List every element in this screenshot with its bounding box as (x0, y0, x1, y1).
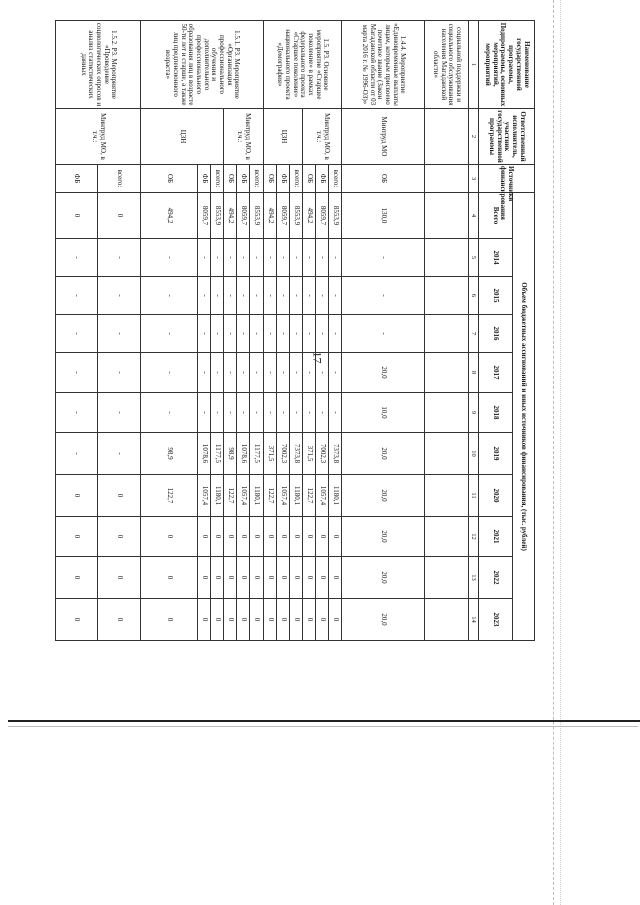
source-cell: ФБ (198, 165, 211, 193)
value-cell: - (263, 393, 276, 433)
value-cell: - (302, 393, 315, 433)
value-cell: 0 (250, 557, 263, 599)
value-cell: - (302, 277, 315, 315)
source-cell: всего: (97, 165, 141, 193)
value-cell: - (316, 393, 329, 433)
value-cell: 98,9 (141, 433, 198, 475)
value-cell: - (198, 315, 211, 353)
column-number: 14 (469, 599, 479, 641)
source-cell: всего: (211, 165, 224, 193)
value-cell: 0 (56, 599, 98, 641)
value-cell: - (198, 239, 211, 277)
program-name-cell: 1.5. Р3. Основное мероприятие «Старшее поколение» в рамках федерального проекта «Старшее поколение» национального проекта «Демография» (263, 21, 342, 109)
value-cell: 0 (237, 599, 250, 641)
value-cell: 0 (276, 557, 289, 599)
source-cell: ОБ (141, 165, 198, 193)
source-cell: ФБ (316, 165, 329, 193)
value-cell: - (211, 353, 224, 393)
value-cell: 20,0 (342, 433, 425, 475)
executor-cell: Минтруд МО (342, 109, 425, 165)
value-cell: - (289, 393, 302, 433)
program-name-cell: 1.4.4. Мероприятие «Единовременные выплаты лицам, которым присвоено почетное звание (Закон Магаданской области от 03 марта 2016 г. № 1996-ОЗ)» (342, 21, 425, 109)
value-cell: - (141, 353, 198, 393)
source-cell: ОБ (224, 165, 237, 193)
value-cell: - (97, 393, 141, 433)
value-cell: 0 (198, 557, 211, 599)
column-number: 6 (469, 277, 479, 315)
value-cell: - (56, 315, 98, 353)
source-cell: ОБ (302, 165, 315, 193)
value-cell: - (276, 393, 289, 433)
program-name-cell: 1.5.1. Р3. Мероприятие «Организация профессионального обучения и дополнительного профессионального образования лиц в возрасте 50-ти лет и старше, а также лиц предпенсионного возраста» (141, 21, 263, 109)
column-number: 9 (469, 393, 479, 433)
value-cell: - (141, 315, 198, 353)
table-row (425, 21, 469, 641)
column-number: 7 (469, 315, 479, 353)
table-row (289, 21, 302, 641)
value-cell: 1180,1 (211, 475, 224, 517)
value-cell: - (97, 315, 141, 353)
value-cell: - (97, 277, 141, 315)
header-year: 2023 (479, 599, 513, 641)
value-cell: 0 (237, 557, 250, 599)
source-cell: ФБ (237, 165, 250, 193)
value-cell: 0 (141, 599, 198, 641)
value-cell: 1078,6 (237, 433, 250, 475)
header-year: 2015 (479, 277, 513, 315)
value-cell: - (316, 277, 329, 315)
value-cell: 0 (211, 599, 224, 641)
value-cell: 0 (250, 517, 263, 557)
value-cell: - (329, 239, 342, 277)
header-year: 2019 (479, 433, 513, 475)
table-row (250, 21, 263, 641)
value-cell: - (198, 277, 211, 315)
value-cell: 0 (329, 517, 342, 557)
value-cell: - (316, 315, 329, 353)
source-cell: ОБ (342, 165, 425, 193)
value-cell: 0 (289, 599, 302, 641)
executor-cell: ЦЗН (141, 109, 224, 165)
executor-cell: Минтруд МО, в т.ч.: (224, 109, 263, 165)
header-year: 2017 (479, 353, 513, 393)
value-cell: - (342, 239, 425, 277)
value-cell: 7373,8 (289, 433, 302, 475)
source-cell: ОБ (263, 165, 276, 193)
value-cell: - (224, 239, 237, 277)
value-cell: - (342, 277, 425, 315)
value-cell: 98,9 (224, 433, 237, 475)
value-cell: 0 (141, 517, 198, 557)
scan-edge-line (553, 0, 555, 905)
value-cell: 0 (211, 517, 224, 557)
value-cell: 7373,8 (329, 433, 342, 475)
value-cell: 0 (263, 557, 276, 599)
value-cell: 0 (224, 599, 237, 641)
value-cell: 8553,9 (329, 193, 342, 239)
value-cell: 0 (329, 557, 342, 599)
header-executor: Ответственный исполнитель, участник государственной программы (479, 109, 535, 165)
value-cell: - (141, 277, 198, 315)
value-cell: 0 (198, 599, 211, 641)
value-cell: - (263, 353, 276, 393)
value-cell: 122,7 (302, 475, 315, 517)
value-cell: - (329, 353, 342, 393)
header-year: 2014 (479, 239, 513, 277)
value-cell: 371,5 (263, 433, 276, 475)
header-year: 2022 (479, 557, 513, 599)
source-cell: ФБ (56, 165, 98, 193)
header-volume: Объем бюджетных ассигнований и иных источников финансирования, (тыс. рублей) (513, 193, 535, 641)
value-cell: 0 (211, 557, 224, 599)
value-cell: - (237, 353, 250, 393)
header-name: Наименование государственной программы, Подпрограммы, основных мероприятий, мероприятий (479, 21, 535, 109)
value-cell: 20,0 (342, 557, 425, 599)
column-number: 10 (469, 433, 479, 475)
value-cell: 0 (316, 599, 329, 641)
value-cell: 20,0 (342, 599, 425, 641)
value-cell: 0 (97, 557, 141, 599)
value-cell: - (224, 277, 237, 315)
table-row (211, 21, 224, 641)
program-name-cell: социальной поддержки и социального обслуживания населения Магаданской области» (425, 21, 469, 109)
value-cell: 122,7 (141, 475, 198, 517)
value-cell: 7002,3 (316, 433, 329, 475)
value-cell: - (329, 393, 342, 433)
value-cell: - (56, 433, 98, 475)
value-cell: 0 (316, 557, 329, 599)
value-cell: - (316, 239, 329, 277)
value-cell: 20,0 (342, 475, 425, 517)
value-cell: - (97, 433, 141, 475)
header-year: 2016 (479, 315, 513, 353)
value-cell: 0 (263, 599, 276, 641)
value-cell: 0 (97, 517, 141, 557)
value-cell: - (276, 315, 289, 353)
value-cell: - (302, 239, 315, 277)
value-cell: - (97, 353, 141, 393)
value-cell: 8553,9 (211, 193, 224, 239)
header-source: Источники финансирования (479, 165, 535, 193)
value-cell: 0 (329, 599, 342, 641)
value-cell: - (289, 315, 302, 353)
value-cell: 1057,4 (237, 475, 250, 517)
value-cell: - (211, 315, 224, 353)
value-cell: - (224, 393, 237, 433)
value-cell: - (250, 315, 263, 353)
value-cell: 1057,4 (276, 475, 289, 517)
value-cell: - (329, 277, 342, 315)
value-cell: 494,2 (224, 193, 237, 239)
value-cell: - (224, 315, 237, 353)
value-cell: 8553,9 (250, 193, 263, 239)
value-cell: 0 (224, 557, 237, 599)
value-cell: 1180,1 (289, 475, 302, 517)
column-number: 2 (469, 109, 479, 165)
column-number: 8 (469, 353, 479, 393)
executor-cell: Минтруд МО, в т.ч.: (302, 109, 341, 165)
value-cell: 494,2 (302, 193, 315, 239)
value-cell: 0 (302, 557, 315, 599)
value-cell: - (198, 393, 211, 433)
value-cell: - (316, 353, 329, 393)
scan-edge-line-secondary (560, 0, 562, 905)
value-cell: - (289, 239, 302, 277)
value-cell: - (224, 353, 237, 393)
value-cell: 8059,7 (276, 193, 289, 239)
value-cell: 0 (56, 193, 98, 239)
value-cell: - (237, 315, 250, 353)
value-cell: - (237, 393, 250, 433)
value-cell: 0 (224, 517, 237, 557)
column-number: 4 (469, 193, 479, 239)
value-cell: - (250, 353, 263, 393)
value-cell: 0 (302, 517, 315, 557)
column-number: 3 (469, 165, 479, 193)
value-cell: - (302, 353, 315, 393)
value-cell: 1177,5 (250, 433, 263, 475)
rotated-table-wrapper (55, 20, 535, 640)
value-cell: 8059,7 (316, 193, 329, 239)
value-cell: 0 (97, 599, 141, 641)
value-cell: 0 (56, 475, 98, 517)
value-cell: - (289, 277, 302, 315)
value-cell: - (263, 277, 276, 315)
value-cell: - (289, 353, 302, 393)
value-cell: 8059,7 (198, 193, 211, 239)
column-number: 13 (469, 557, 479, 599)
value-cell: - (56, 277, 98, 315)
value-cell: 0 (263, 517, 276, 557)
value-cell: 1057,4 (198, 475, 211, 517)
value-cell: 20,0 (342, 517, 425, 557)
value-cell: - (237, 277, 250, 315)
value-cell: 1057,4 (316, 475, 329, 517)
value-cell: - (250, 393, 263, 433)
executor-cell: ЦЗН (263, 109, 302, 165)
value-cell: 0 (289, 557, 302, 599)
column-number: 11 (469, 475, 479, 517)
value-cell: 0 (97, 475, 141, 517)
table-row (342, 21, 425, 641)
value-cell: 0 (302, 599, 315, 641)
value-cell: 122,7 (224, 475, 237, 517)
page-number: 17 (310, 351, 325, 364)
value-cell: 0 (276, 599, 289, 641)
value-cell: - (56, 239, 98, 277)
value-cell: - (329, 315, 342, 353)
header-year: 2018 (479, 393, 513, 433)
value-cell: 371,5 (302, 433, 315, 475)
scan-border-rule (8, 720, 640, 722)
value-cell: 10,0 (342, 393, 425, 433)
value-cell: 0 (141, 557, 198, 599)
budget-table (55, 20, 535, 641)
value-cell: - (250, 239, 263, 277)
value-cell: 0 (316, 517, 329, 557)
source-cell: ФБ (276, 165, 289, 193)
value-cell: 0 (276, 517, 289, 557)
table-row (97, 21, 141, 641)
value-cell: - (97, 239, 141, 277)
value-cell: - (276, 353, 289, 393)
value-cell: - (342, 315, 425, 353)
column-number: 1 (469, 21, 479, 109)
value-cell: 1180,1 (329, 475, 342, 517)
value-cell: - (141, 393, 198, 433)
value-cell: - (263, 239, 276, 277)
source-cell: всего: (329, 165, 342, 193)
value-cell: 0 (56, 557, 98, 599)
value-cell: - (237, 239, 250, 277)
value-cell: - (56, 353, 98, 393)
value-cell: 20,0 (342, 353, 425, 393)
column-number-row (469, 21, 479, 641)
value-cell: 0 (289, 517, 302, 557)
value-cell: 494,2 (263, 193, 276, 239)
column-number: 5 (469, 239, 479, 277)
value-cell: 0 (237, 517, 250, 557)
value-cell: - (211, 277, 224, 315)
value-cell: - (211, 393, 224, 433)
value-cell: 494,2 (141, 193, 198, 239)
value-cell: - (302, 315, 315, 353)
value-cell: - (276, 277, 289, 315)
value-cell: - (56, 393, 98, 433)
value-cell: - (276, 239, 289, 277)
value-cell: 0 (56, 517, 98, 557)
source-cell: всего: (250, 165, 263, 193)
value-cell: 0 (198, 517, 211, 557)
program-name-cell: 1.5.2. Р3. Мероприятие «Проведение социологических опросов и анализ статистических данных (56, 21, 141, 109)
value-cell: 122,7 (263, 475, 276, 517)
value-cell: - (250, 277, 263, 315)
column-number: 12 (469, 517, 479, 557)
header-year: 2021 (479, 517, 513, 557)
value-cell: 130,0 (342, 193, 425, 239)
value-cell: 0 (97, 193, 141, 239)
value-cell: - (211, 239, 224, 277)
executor-cell: Минтруд МО, в т.ч.: (56, 109, 141, 165)
value-cell: - (263, 315, 276, 353)
value-cell: - (141, 239, 198, 277)
table-row (329, 21, 342, 641)
value-cell: 1078,6 (198, 433, 211, 475)
header-year: 2020 (479, 475, 513, 517)
value-cell: 1177,5 (211, 433, 224, 475)
header-total: Всего (479, 193, 513, 239)
value-cell: 7002,3 (276, 433, 289, 475)
value-cell: 8059,7 (237, 193, 250, 239)
scan-border-rule-light (8, 726, 638, 727)
value-cell: 1180,1 (250, 475, 263, 517)
value-cell: 0 (250, 599, 263, 641)
value-cell: 8553,9 (289, 193, 302, 239)
value-cell: - (198, 353, 211, 393)
source-cell: всего: (289, 165, 302, 193)
